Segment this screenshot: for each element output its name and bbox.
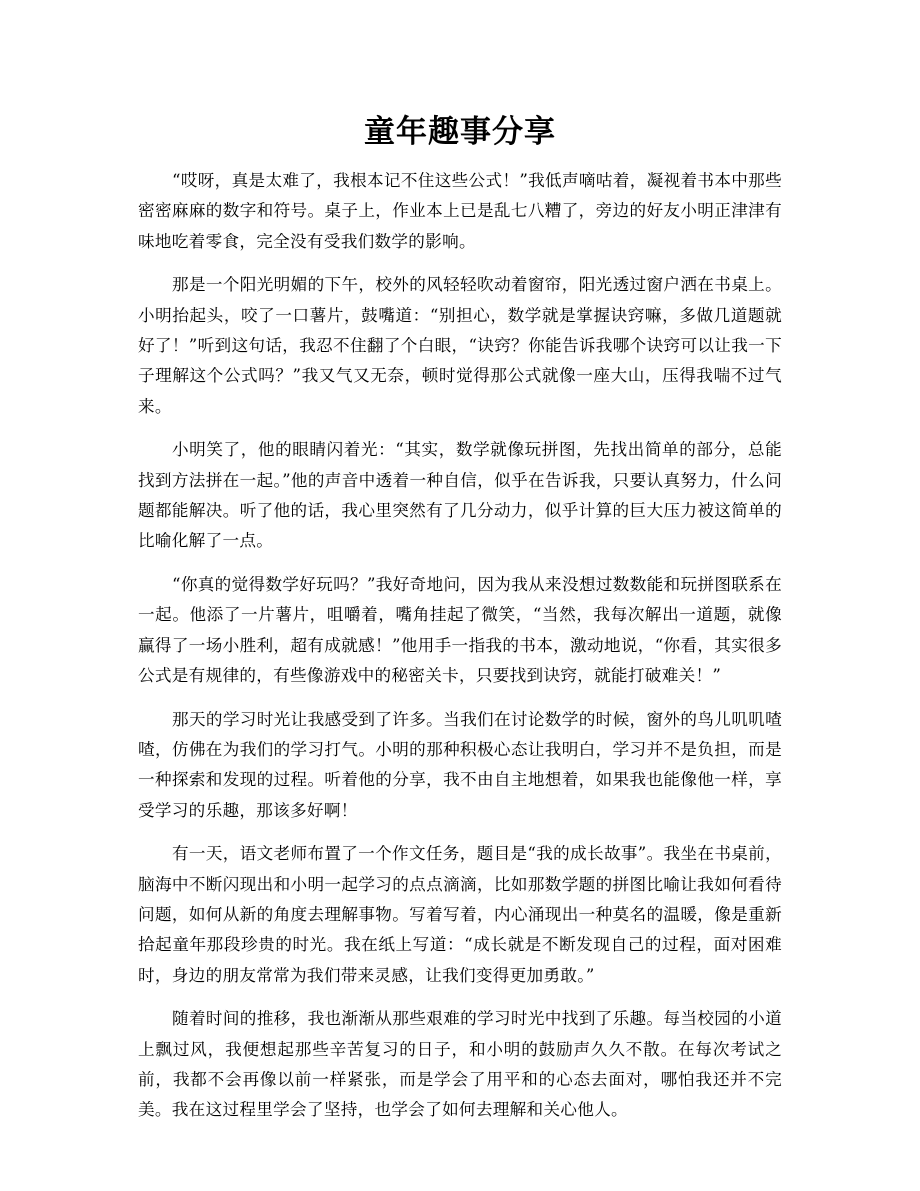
paragraph-6: 有一天，语文老师布置了一个作文任务，题目是“我的成长故事”。我坐在书桌前，脑海中不断闪现出和小明一起学习的点点滴滴，比如那数学题的拼图比喻让我如何看待问题，如何从新的角度去理解事物。写着写着，内心涌现出一种莫名的温暖，像是重新拾起童年那段珍贵的时光。我在纸上写道：“成长就是不断发现自己的过程，面对困难时，身边的朋友常常为我们带来灵感，让我们变得更加勇敢。”: [138, 844, 782, 985]
paragraph-5: 那天的学习时光让我感受到了许多。当我们在讨论数学的时候，窗外的鸟儿叽叽喳喳，仿佛在为我们的学习打气。小明的那种积极心态让我明白，学习并不是负担，而是一种探索和发现的过程。听着他的分享，我不由自主地想着，如果我也能像他一样，享受学习的乐趣，那该多好啊！: [138, 709, 782, 820]
paragraph-1: “哎呀，真是太难了，我根本记不住这些公式！”我低声嘀咕着，凝视着书本中那些密密麻麻的数字和符号。桌子上，作业本上已是乱七八糟了，旁边的好友小明正津津有味地吃着零食，完全没有受我们数学的影响。: [138, 171, 782, 251]
document-body: [138, 166, 782, 1126]
document-title: 童年趣事分享: [364, 114, 556, 150]
paragraph-3: 小明笑了，他的眼睛闪着光：“其实，数学就像玩拼图，先找出简单的部分，总能找到方法拼在一起。”他的声音中透着一种自信，似乎在告诉我，只要认真努力，什么问题都能解决。听了他的话，我心里突然有了几分动力，似乎计算的巨大压力被这简单的比喻化解了一点。: [138, 440, 782, 551]
paragraph-4: “你真的觉得数学好玩吗？”我好奇地问，因为我从来没想过数数能和玩拼图联系在一起。他添了一片薯片，咀嚼着，嘴角挂起了微笑，“当然，我每次解出一道题，就像赢得了一场小胜利，超有成就感！”他用手一指我的书本，激动地说，“你看，其实很多公式是有规律的，有些像游戏中的秘密关卡，只要找到诀窍，就能打破难关！”: [138, 574, 782, 686]
paragraph-7: 随着时间的推移，我也渐渐从那些艰难的学习时光中找到了乐趣。每当校园的小道上飘过风，我便想起那些辛苦复习的日子，和小明的鼓励声久久不散。在每次考试之前，我都不会再像以前一样紧张，而是学会了用平和的心态去面对，哪怕我还并不完美。我在这过程里学会了坚持，也学会了如何去理解和关心他人。: [138, 1009, 782, 1120]
paragraph-2: 那是一个阳光明媚的下午，校外的风轻轻吹动着窗帘，阳光透过窗户洒在书桌上。小明抬起头，咬了一口薯片，鼓嘴道：“别担心，数学就是掌握诀窍嘛，多做几道题就好了！”听到这句话，我忍不住翻了个白眼，“诀窍？你能告诉我哪个诀窍可以让我一下子理解这个公式吗？”我又气又无奈，顿时觉得那公式就像一座大山，压得我喘不过气来。: [138, 275, 782, 416]
